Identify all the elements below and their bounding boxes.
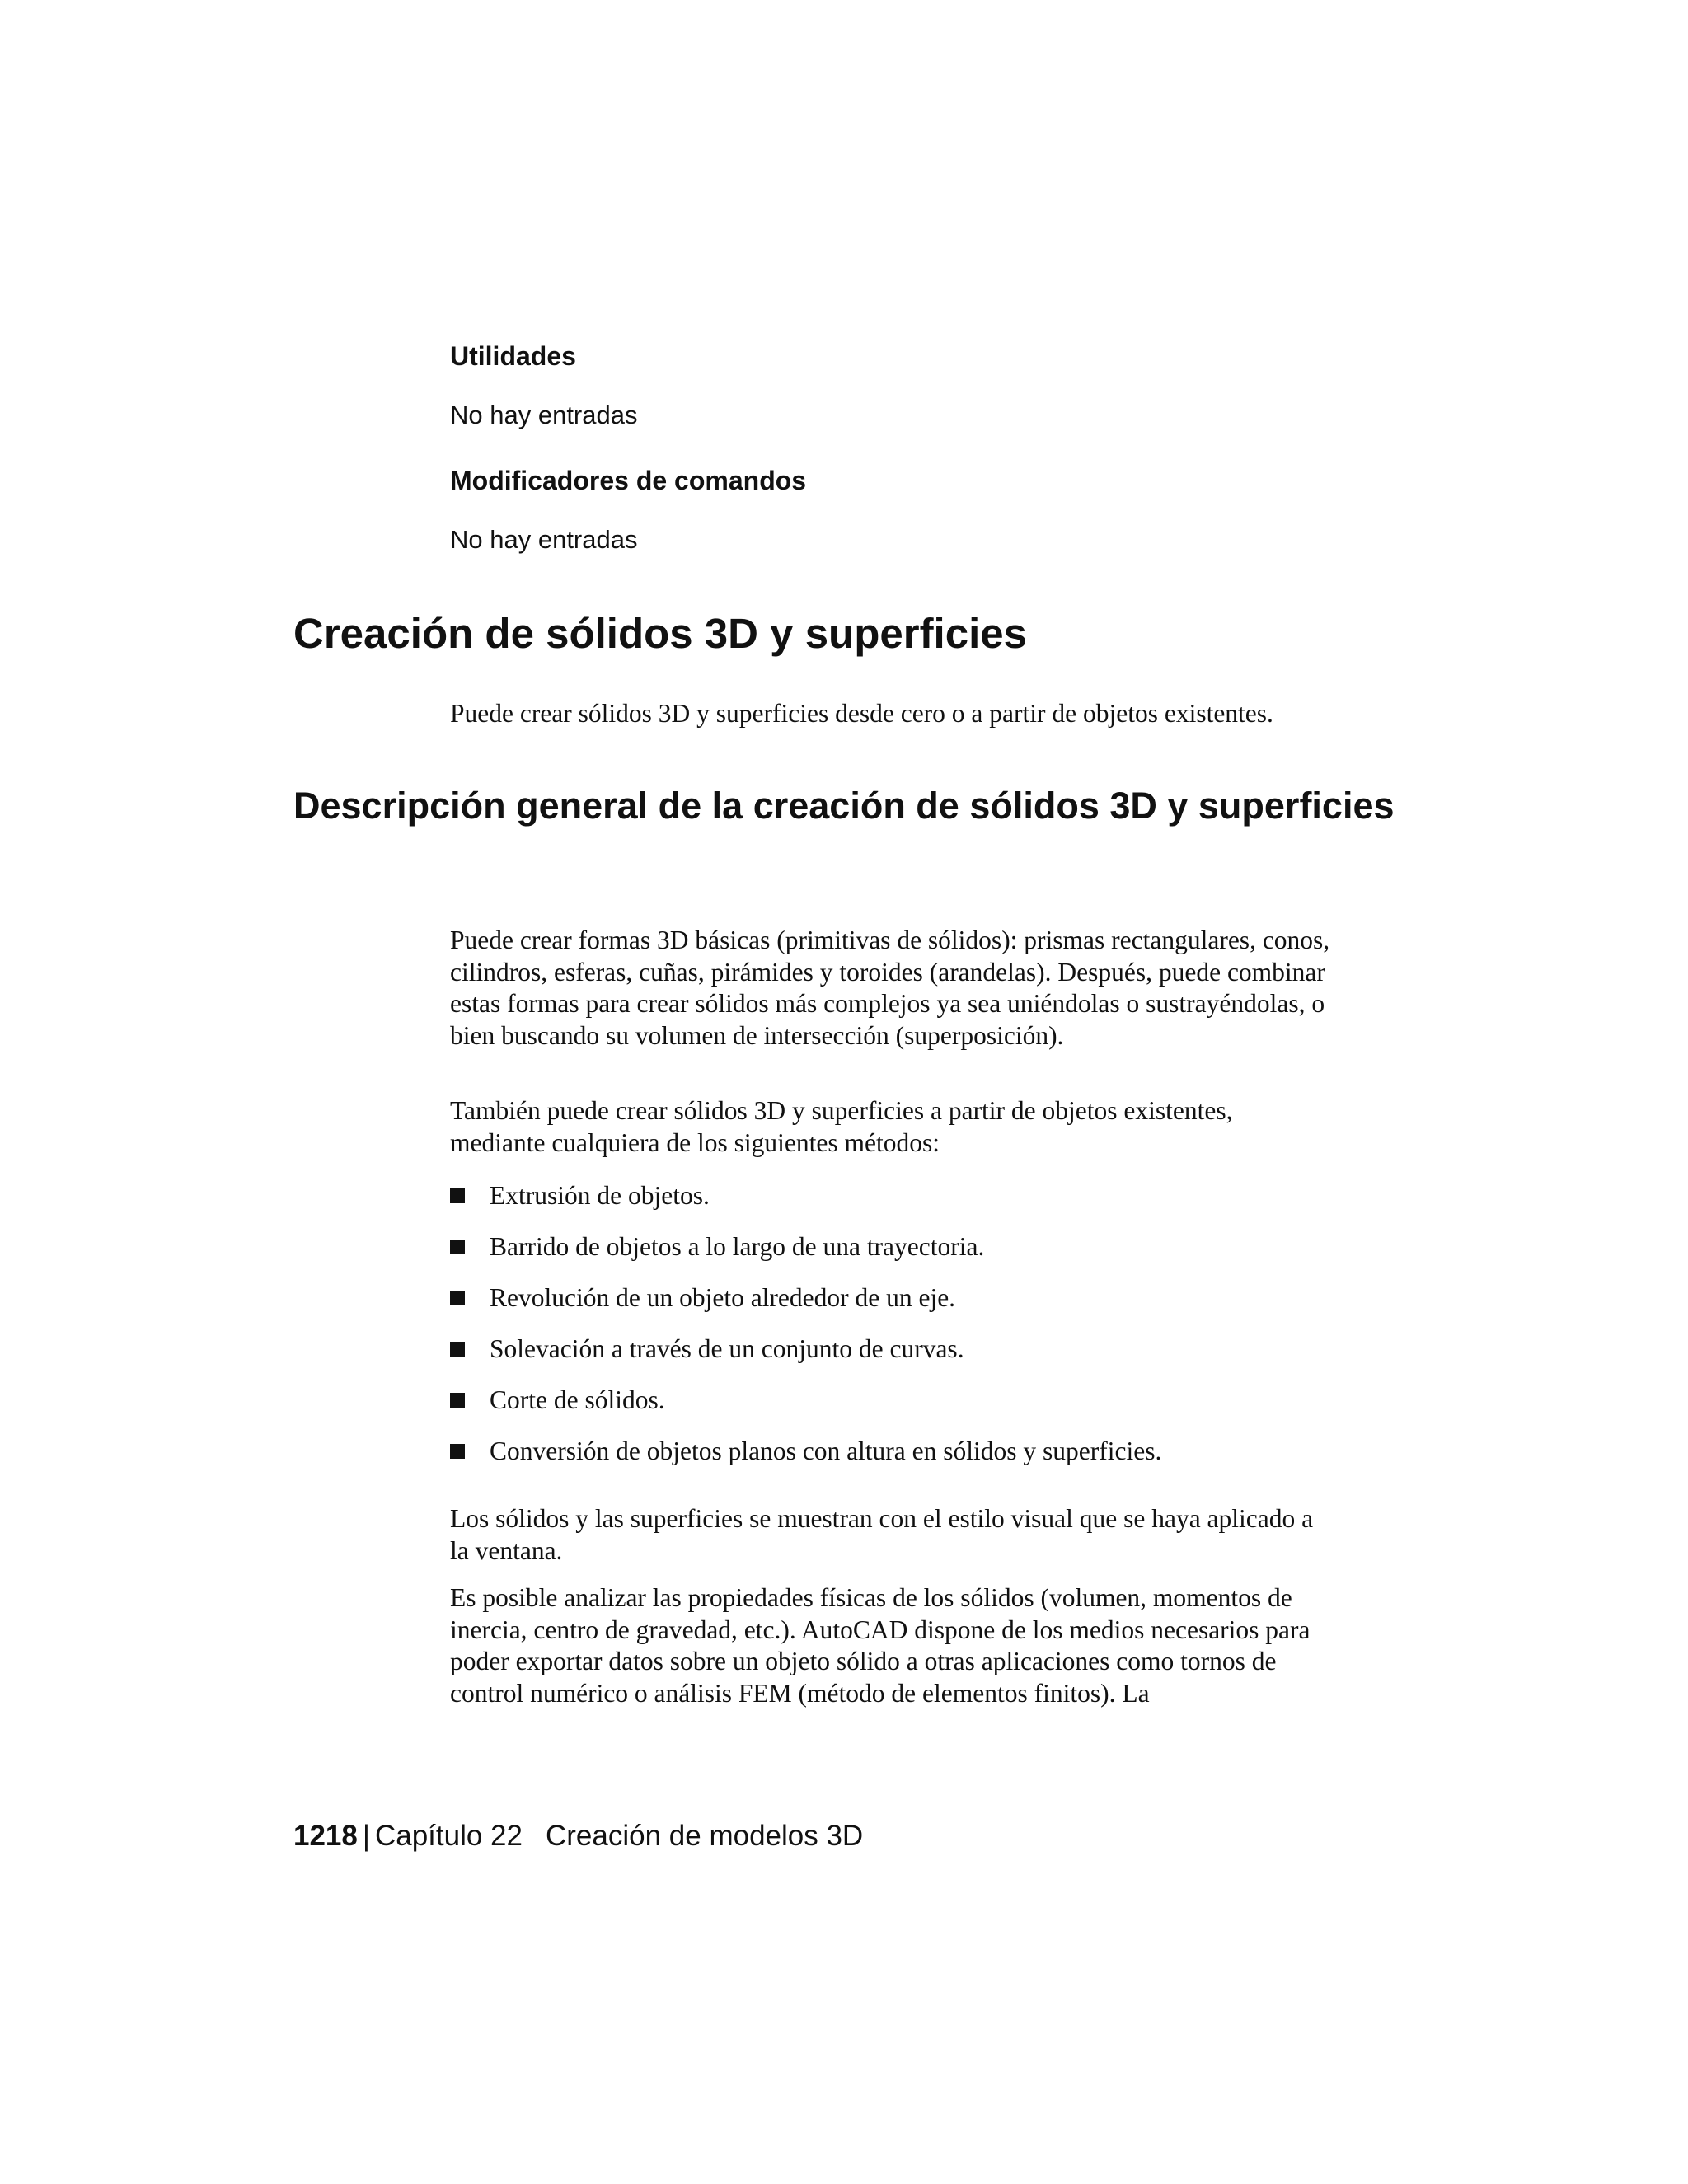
page-number: 1218 — [293, 1820, 358, 1852]
intro-paragraph: Puede crear sólidos 3D y superficies desde cero o a partir de objetos existentes. — [450, 699, 1273, 728]
bullet-square-icon — [450, 1342, 465, 1357]
list-item-text: Extrusión de objetos. — [490, 1181, 710, 1210]
bullet-square-icon — [450, 1240, 465, 1254]
paragraph-methods-intro: También puede crear sólidos 3D y superficies a partir de objetos existentes, mediante cualquiera de los siguientes métodos: — [450, 1096, 1233, 1157]
chapter-title: Creación de modelos 3D — [546, 1820, 864, 1852]
list-item-text: Conversión de objetos planos con altura en sólidos y superficies. — [490, 1436, 1162, 1465]
list-item — [450, 1179, 1161, 1230]
modificadores-text: No hay entradas — [450, 525, 638, 554]
page-footer — [293, 1818, 863, 1854]
sub-heading-text: Descripción general de la creación de sólidos 3D y superficies — [293, 785, 1395, 827]
bullet-square-icon — [450, 1291, 465, 1305]
methods-list — [450, 1179, 1161, 1486]
utilidades-text: No hay entradas — [450, 401, 638, 429]
main-heading: Creación de sólidos 3D y superficies — [293, 610, 1027, 657]
list-item-text: Barrido de objetos a lo largo de una trayectoria. — [490, 1232, 985, 1261]
sub-heading — [293, 778, 1447, 834]
modificadores-heading: Modificadores de comandos — [450, 466, 807, 495]
list-item-text: Revolución de un objeto alrededor de un eje. — [490, 1283, 956, 1312]
paragraph-physical-properties: Es posible analizar las propiedades físicas de los sólidos (volumen, momentos de inercia, centro de gravedad, etc.). AutoCAD dispone de los medios necesarios para poder exportar datos sobre un objeto sólido a otras aplicaciones como tornos de control numérico o análisis FEM (método de elementos finitos). La — [450, 1583, 1311, 1708]
bullet-square-icon — [450, 1444, 465, 1459]
footer-separator: | — [362, 1820, 370, 1852]
list-item — [450, 1333, 1161, 1384]
bullet-square-icon — [450, 1188, 465, 1203]
utilidades-heading: Utilidades — [450, 341, 576, 371]
list-item-text: Corte de sólidos. — [490, 1385, 665, 1414]
bullet-square-icon — [450, 1393, 465, 1408]
list-item — [450, 1384, 1161, 1435]
list-item — [450, 1435, 1161, 1486]
chapter-label: Capítulo 22 — [374, 1820, 523, 1852]
list-item — [450, 1230, 1161, 1282]
list-item-text: Solevación a través de un conjunto de curvas. — [490, 1334, 964, 1363]
paragraph-visual-style: Los sólidos y las superficies se muestran con el estilo visual que se haya aplicado a la ventana. — [450, 1504, 1314, 1565]
paragraph-primitives: Puede crear formas 3D básicas (primitivas de sólidos): prismas rectangulares, conos, cilindros, esferas, cuñas, pirámides y toroides (arandelas). Después, puede combinar estas formas para crear sólidos más complejos ya sea uniéndolas o sustrayéndolas, o bien buscando su volumen de intersección (superposición). — [450, 926, 1330, 1050]
list-item — [450, 1282, 1161, 1333]
